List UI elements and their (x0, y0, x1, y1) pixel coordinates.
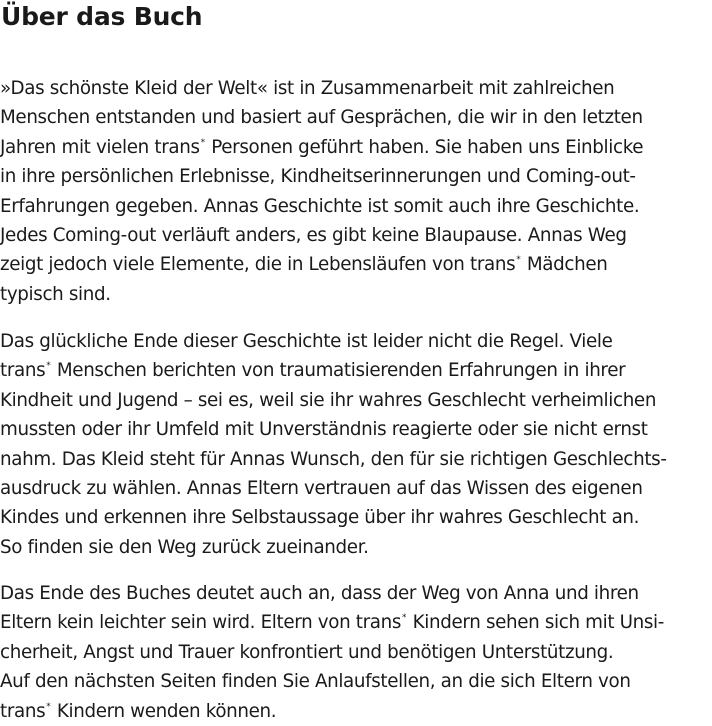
text-line: »Das schönste Kleid der Welt« ist in Zusammenarbeit mit zahlreichen (0, 78, 615, 99)
paragraph-about-book (0, 74, 643, 309)
text-line: Das glückliche Ende dieser Geschichte ist leider nicht die Regel. Viele (0, 331, 613, 352)
page-title: Über das Buch (1, 2, 203, 31)
text-line: zeigt jedoch viele Elemente, die in Lebensläufen von trans* Mädchen (0, 254, 608, 276)
text-line: mussten oder ihr Umfeld mit Unverständnis reagierte oder sie nicht ernst (0, 419, 648, 441)
text-line: Erfahrungen gegeben. Annas Geschichte ist somit auch ihre Geschichte. (0, 195, 640, 217)
text-line: trans* Kindern wenden können. (0, 700, 277, 722)
text-line: Kindes und erkennen ihre Selbstaussage über ihr wahres Geschlecht an. (0, 507, 640, 529)
text-line: Das Ende des Buches deutet auch an, dass der Weg von Anna und ihren (0, 583, 639, 604)
text-line: Kindheit und Jugend – sei es, weil sie ihr wahres Geschlecht verheimlichen (0, 389, 657, 411)
paragraph-support (0, 579, 664, 726)
paragraph-happy-ending (0, 327, 667, 562)
text-line: nahm. Das Kleid steht für Annas Wunsch, den für sie richtigen Geschlechts- (0, 448, 667, 470)
text-line: Auf den nächsten Seiten finden Sie Anlaufstellen, an die sich Eltern von (0, 671, 631, 693)
text-line: So finden sie den Weg zurück zueinander. (0, 536, 369, 558)
text-line: Menschen entstanden und basiert auf Gesprächen, die wir in den letzten (0, 107, 643, 129)
text-line: ausdruck zu wählen. Annas Eltern vertrauen auf das Wissen des eigenen (0, 477, 643, 499)
text-line: Jedes Coming-out verläuft anders, es gibt keine Blaupause. Annas Weg (0, 224, 627, 246)
text-line: in ihre persönlichen Erlebnisse, Kindheitserinnerungen und Coming-out- (0, 166, 636, 188)
text-line: cherheit, Angst und Trauer konfrontiert und benötigen Unterstützung. (0, 641, 614, 663)
text-line: Eltern kein leichter sein wird. Eltern von trans* Kindern sehen sich mit Unsi- (0, 612, 665, 634)
text-line: typisch sind. (0, 283, 111, 305)
text-line: Jahren mit vielen trans* Personen geführt haben. Sie haben uns Einblicke (0, 136, 644, 158)
text-line: trans* Menschen berichten von traumatisierenden Erfahrungen in ihrer (0, 360, 626, 382)
